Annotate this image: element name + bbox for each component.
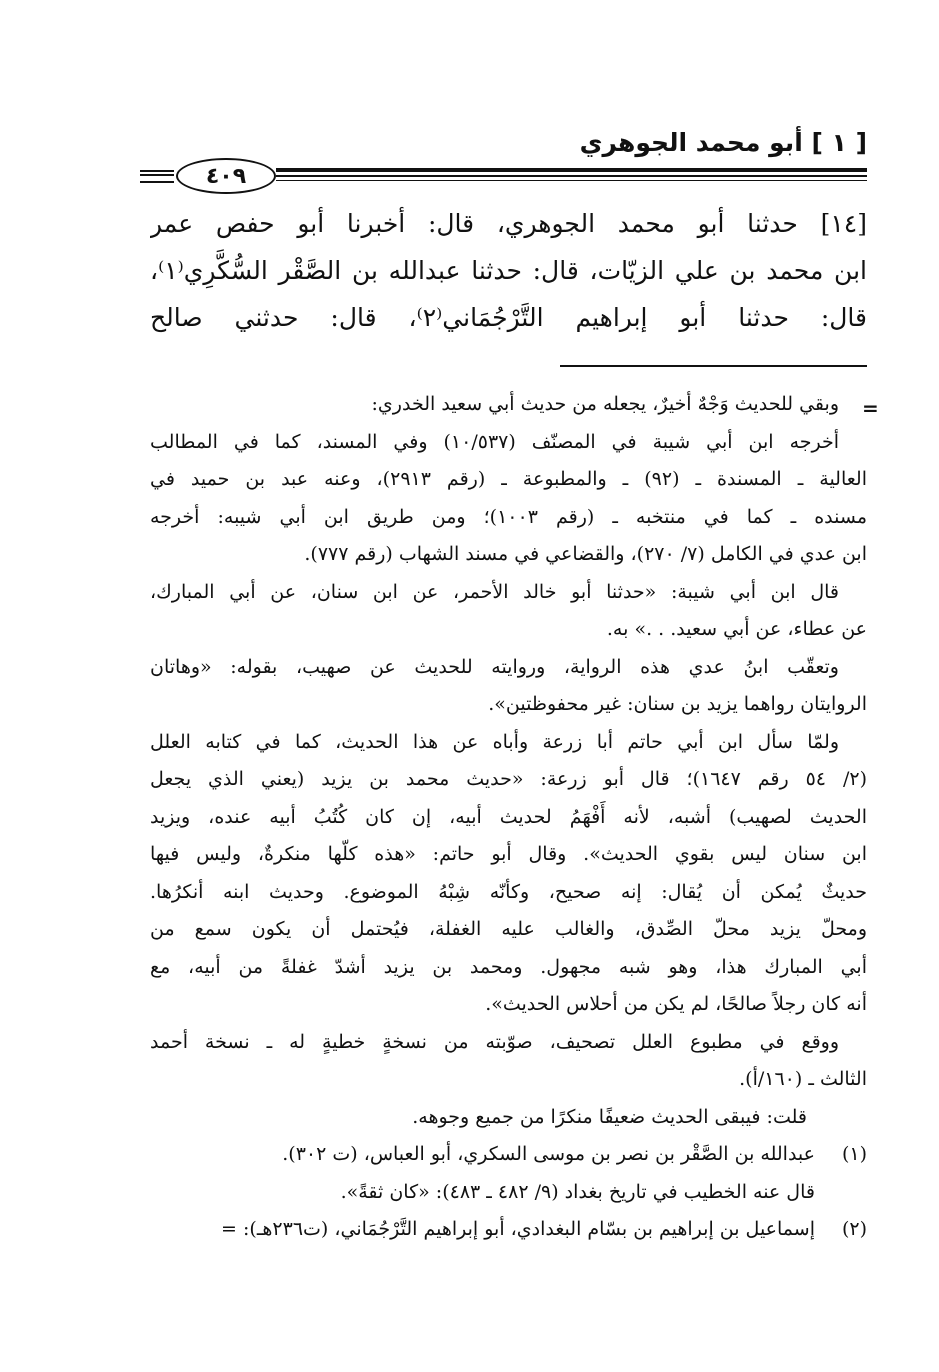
footnote-line: حديثٌ يُمكن أن يُقال: إنه صحيح، وكأنّه شِبْهُ الموضوع. وحديث ابنه أنكرُها. xyxy=(150,880,867,903)
footnote-line: عن عطاء، عن أبي سعيد. . .» به. xyxy=(606,618,867,640)
header-rule-thin-2 xyxy=(276,180,867,181)
footnote-line: الحديث لصهيب) أشبه، لأنه أَفْهَمُ لحديث أبيه، إن كان كُتُبُ أبيه عنده، ويزيد xyxy=(150,805,867,828)
footnote-line: وبقي للحديث وَجْهٌ أخيرٌ، يجعله من حديث أبي سعيد الخدري: xyxy=(371,393,839,415)
header-rule-thin xyxy=(276,175,867,177)
footnotes xyxy=(150,386,867,1249)
footnote-line: ووقع في مطبوع العلل تصحيف، صوّبته من نسخةٍ خطيةٍ له ـ نسخة أحمد xyxy=(150,1030,839,1053)
footnote-line: قلت: فيبقى الحديث ضعيفًا منكرًا من جميع وجوهه. xyxy=(412,1105,807,1128)
footnote-1-number: (١) xyxy=(841,1143,867,1165)
header-rule xyxy=(276,168,867,172)
footnote-line: أنه كان رجلاً صالحًا، لم يكن من أحلاس الحديث». xyxy=(485,993,867,1015)
footnote-1-continuation: قال عنه الخطيب في تاريخ بغداد (٩/ ٤٨٢ ـ ٤٨٣): «كان ثقةً». xyxy=(340,1180,815,1203)
header-rule-left xyxy=(140,170,174,183)
footnote-line: وتعقّب ابنُ عدي هذه الرواية، وروايته للحديث عن صهيب، بقوله: «وهاتان xyxy=(150,655,839,678)
main-text-line: ابن محمد بن علي الزيّات، قال: حدثنا عبدالله بن الصَّقْر السُّكَّرِي⁽١⁾، xyxy=(150,256,867,285)
footnote-line: مسنده ـ كما في منتخبه ـ (رقم ١٠٠٣)؛ ومن طريق ابن أبي شيبه: أخرجه xyxy=(150,505,867,528)
footnote-line: قال ابن أبي شيبة: «حدثنا أبو خالد الأحمر، عن ابن سنان، عن أبي المبارك، xyxy=(150,580,839,603)
running-header-title: [ ١ ] أبو محمد الجوهري xyxy=(579,128,867,157)
main-text xyxy=(150,200,867,341)
continuation-mark: = xyxy=(862,396,879,420)
footnote-2-number: (٢) xyxy=(841,1218,867,1240)
footnote-line: أبي المبارك هذا، وهو شبه مجهول. ومحمد بن يزيد أشدّ غفلةً من أبيه، مع xyxy=(150,955,867,978)
footnote-line: (٢/ ٥٤ رقم ١٦٤٧)؛ قال أبو زرعة: «حديث محمد بن يزيد (يعني الذي يجعل xyxy=(150,768,867,790)
footnote-2-text: إسماعيل بن إبراهيم بن بسّام البغدادي، أبو إبراهيم التَّرْجُمَاني، (ت٢٣٦هـ): = xyxy=(221,1218,815,1240)
footnote-1-text: عبدالله بن الصَّقْر بن نصر بن موسى السكري، أبو العباس، (ت ٣٠٢). xyxy=(282,1143,815,1165)
footnote-line: العالية ـ المسندة ـ (٩٢) ـ والمطبوعة ـ (رقم ٢٩١٣)، وعنه عبد بن حميد في xyxy=(150,468,867,490)
footnote-line: أخرجه ابن أبي شيبة في المصنّف (١٠/٥٣٧) وفي المسند، كما في المطالب xyxy=(150,430,840,453)
footnote-line: ابن سنان ليس بقوي الحديث». وقال أبو حاتم: «هذه كلّها منكرةٌ، وليس فيها xyxy=(150,843,867,865)
footnote-line: الروايتان رواهما يزيد بن سنان: غير محفوظتين». xyxy=(488,693,867,715)
footnote-line: ومحلّ يزيد محلّ الصِّدق، والغالب عليه الغفلة، فيُحتمل أن يكون سمع من xyxy=(150,918,867,940)
footnote-separator xyxy=(560,365,867,367)
footnote-1 xyxy=(150,1136,867,1174)
footnote-2 xyxy=(150,1211,867,1249)
footnote-line: ابن عدي في الكامل (٧/ ٢٧٠)، والقضاعي في مسند الشهاب (رقم ٧٧٧). xyxy=(304,543,867,565)
page-number: ٤٠٩ xyxy=(176,158,276,194)
footnote-line: ولمّا سأل ابن أبي حاتم أبا زرعة وأباه عن هذا الحديث، كما في كتابه العلل xyxy=(150,730,839,753)
footnote-line: الثالث ـ (١٦٠/أ). xyxy=(739,1068,867,1090)
main-text-line: [١٤] حدثنا أبو محمد الجوهري، قال: أخبرنا أبو حفص عمر xyxy=(150,209,867,238)
main-text-line: قال: حدثنا أبو إبراهيم التَّرْجُمَاني⁽٢⁾، قال: حدثني صالح xyxy=(150,303,867,332)
